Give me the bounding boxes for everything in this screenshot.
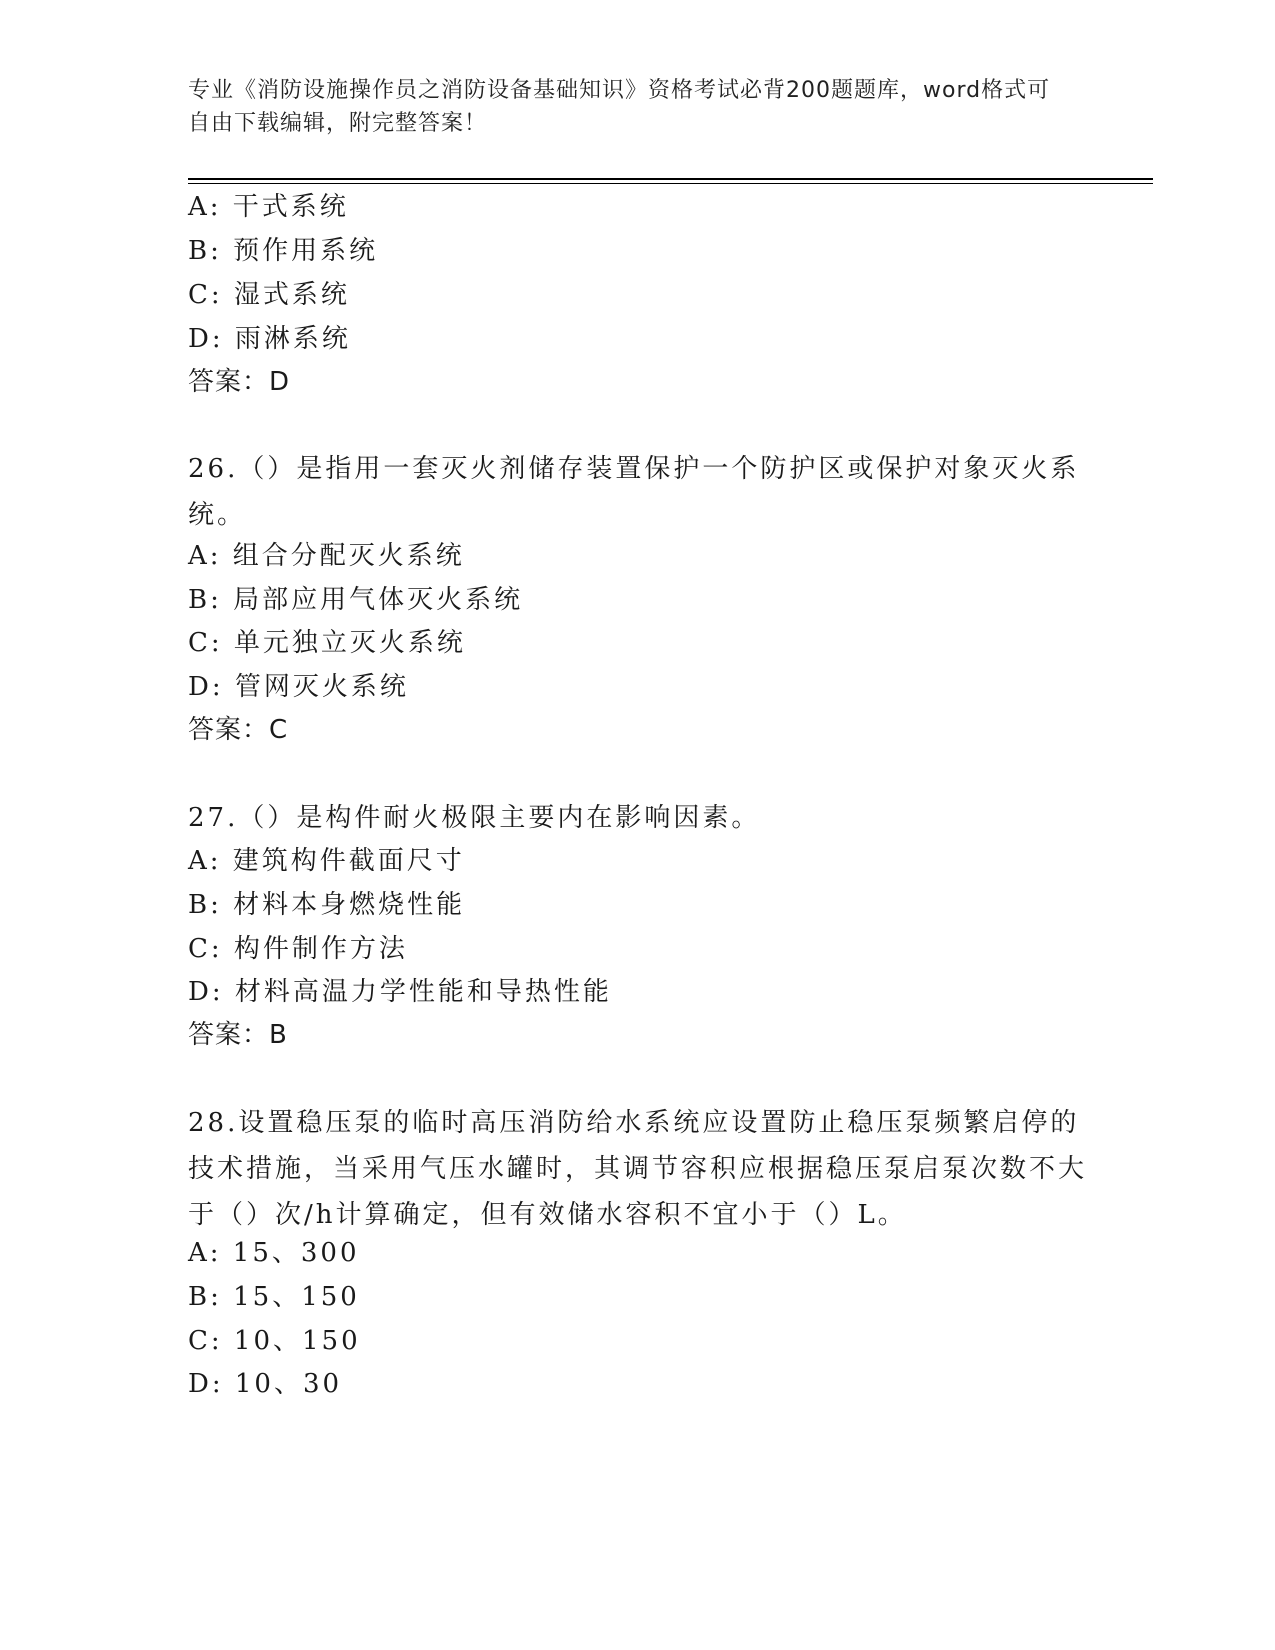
q26-option-b: B: 局部应用气体灭火系统 bbox=[188, 585, 524, 615]
q28-option-b: B: 15、150 bbox=[188, 1282, 360, 1312]
q25-answer: 答案：D bbox=[188, 367, 291, 397]
q28-option-c: C: 10、150 bbox=[188, 1326, 361, 1356]
q25-option-a: A: 干式系统 bbox=[188, 192, 349, 222]
q26-stem: 26.（）是指用一套灭火剂储存装置保护一个防护区或保护对象灭火系统。 bbox=[188, 454, 1080, 530]
q25-option-c: C: 湿式系统 bbox=[188, 280, 350, 310]
q28-option-a: A: 15、300 bbox=[188, 1238, 360, 1268]
q27-option-d: D: 材料高温力学性能和导热性能 bbox=[188, 977, 612, 1007]
q27-stem: 27.（）是构件耐火极限主要内在影响因素。 bbox=[188, 803, 761, 833]
q26-option-d: D: 管网灭火系统 bbox=[188, 672, 409, 702]
q28-stem: 28.设置稳压泵的临时高压消防给水系统应设置防止稳压泵频繁启停的技术措施，当采用气压水罐时，其调节容积应根据稳压泵启泵次数不大于（）次/h计算确定，但有效储水容积不宜小于（）L。 bbox=[188, 1108, 1088, 1230]
q25-option-d: D: 雨淋系统 bbox=[188, 324, 351, 354]
q25-option-b: B: 预作用系统 bbox=[188, 236, 379, 266]
header-divider-thin bbox=[188, 183, 1153, 184]
q26-option-c: C: 单元独立灭火系统 bbox=[188, 628, 466, 658]
q27-option-b: B: 材料本身燃烧性能 bbox=[188, 890, 466, 920]
q27-option-c: C: 构件制作方法 bbox=[188, 934, 408, 964]
q27-option-a: A: 建筑构件截面尺寸 bbox=[188, 846, 465, 876]
q26-answer: 答案：C bbox=[188, 715, 289, 745]
q27-answer: 答案：B bbox=[188, 1020, 288, 1050]
document-header: 专业《消防设施操作员之消防设备基础知识》资格考试必背200题题库，word格式可自由下载编辑，附完整答案！ bbox=[188, 78, 1051, 136]
header-divider-thick bbox=[188, 178, 1153, 180]
q26-option-a: A: 组合分配灭火系统 bbox=[188, 541, 465, 571]
q28-option-d: D: 10、30 bbox=[188, 1369, 343, 1399]
